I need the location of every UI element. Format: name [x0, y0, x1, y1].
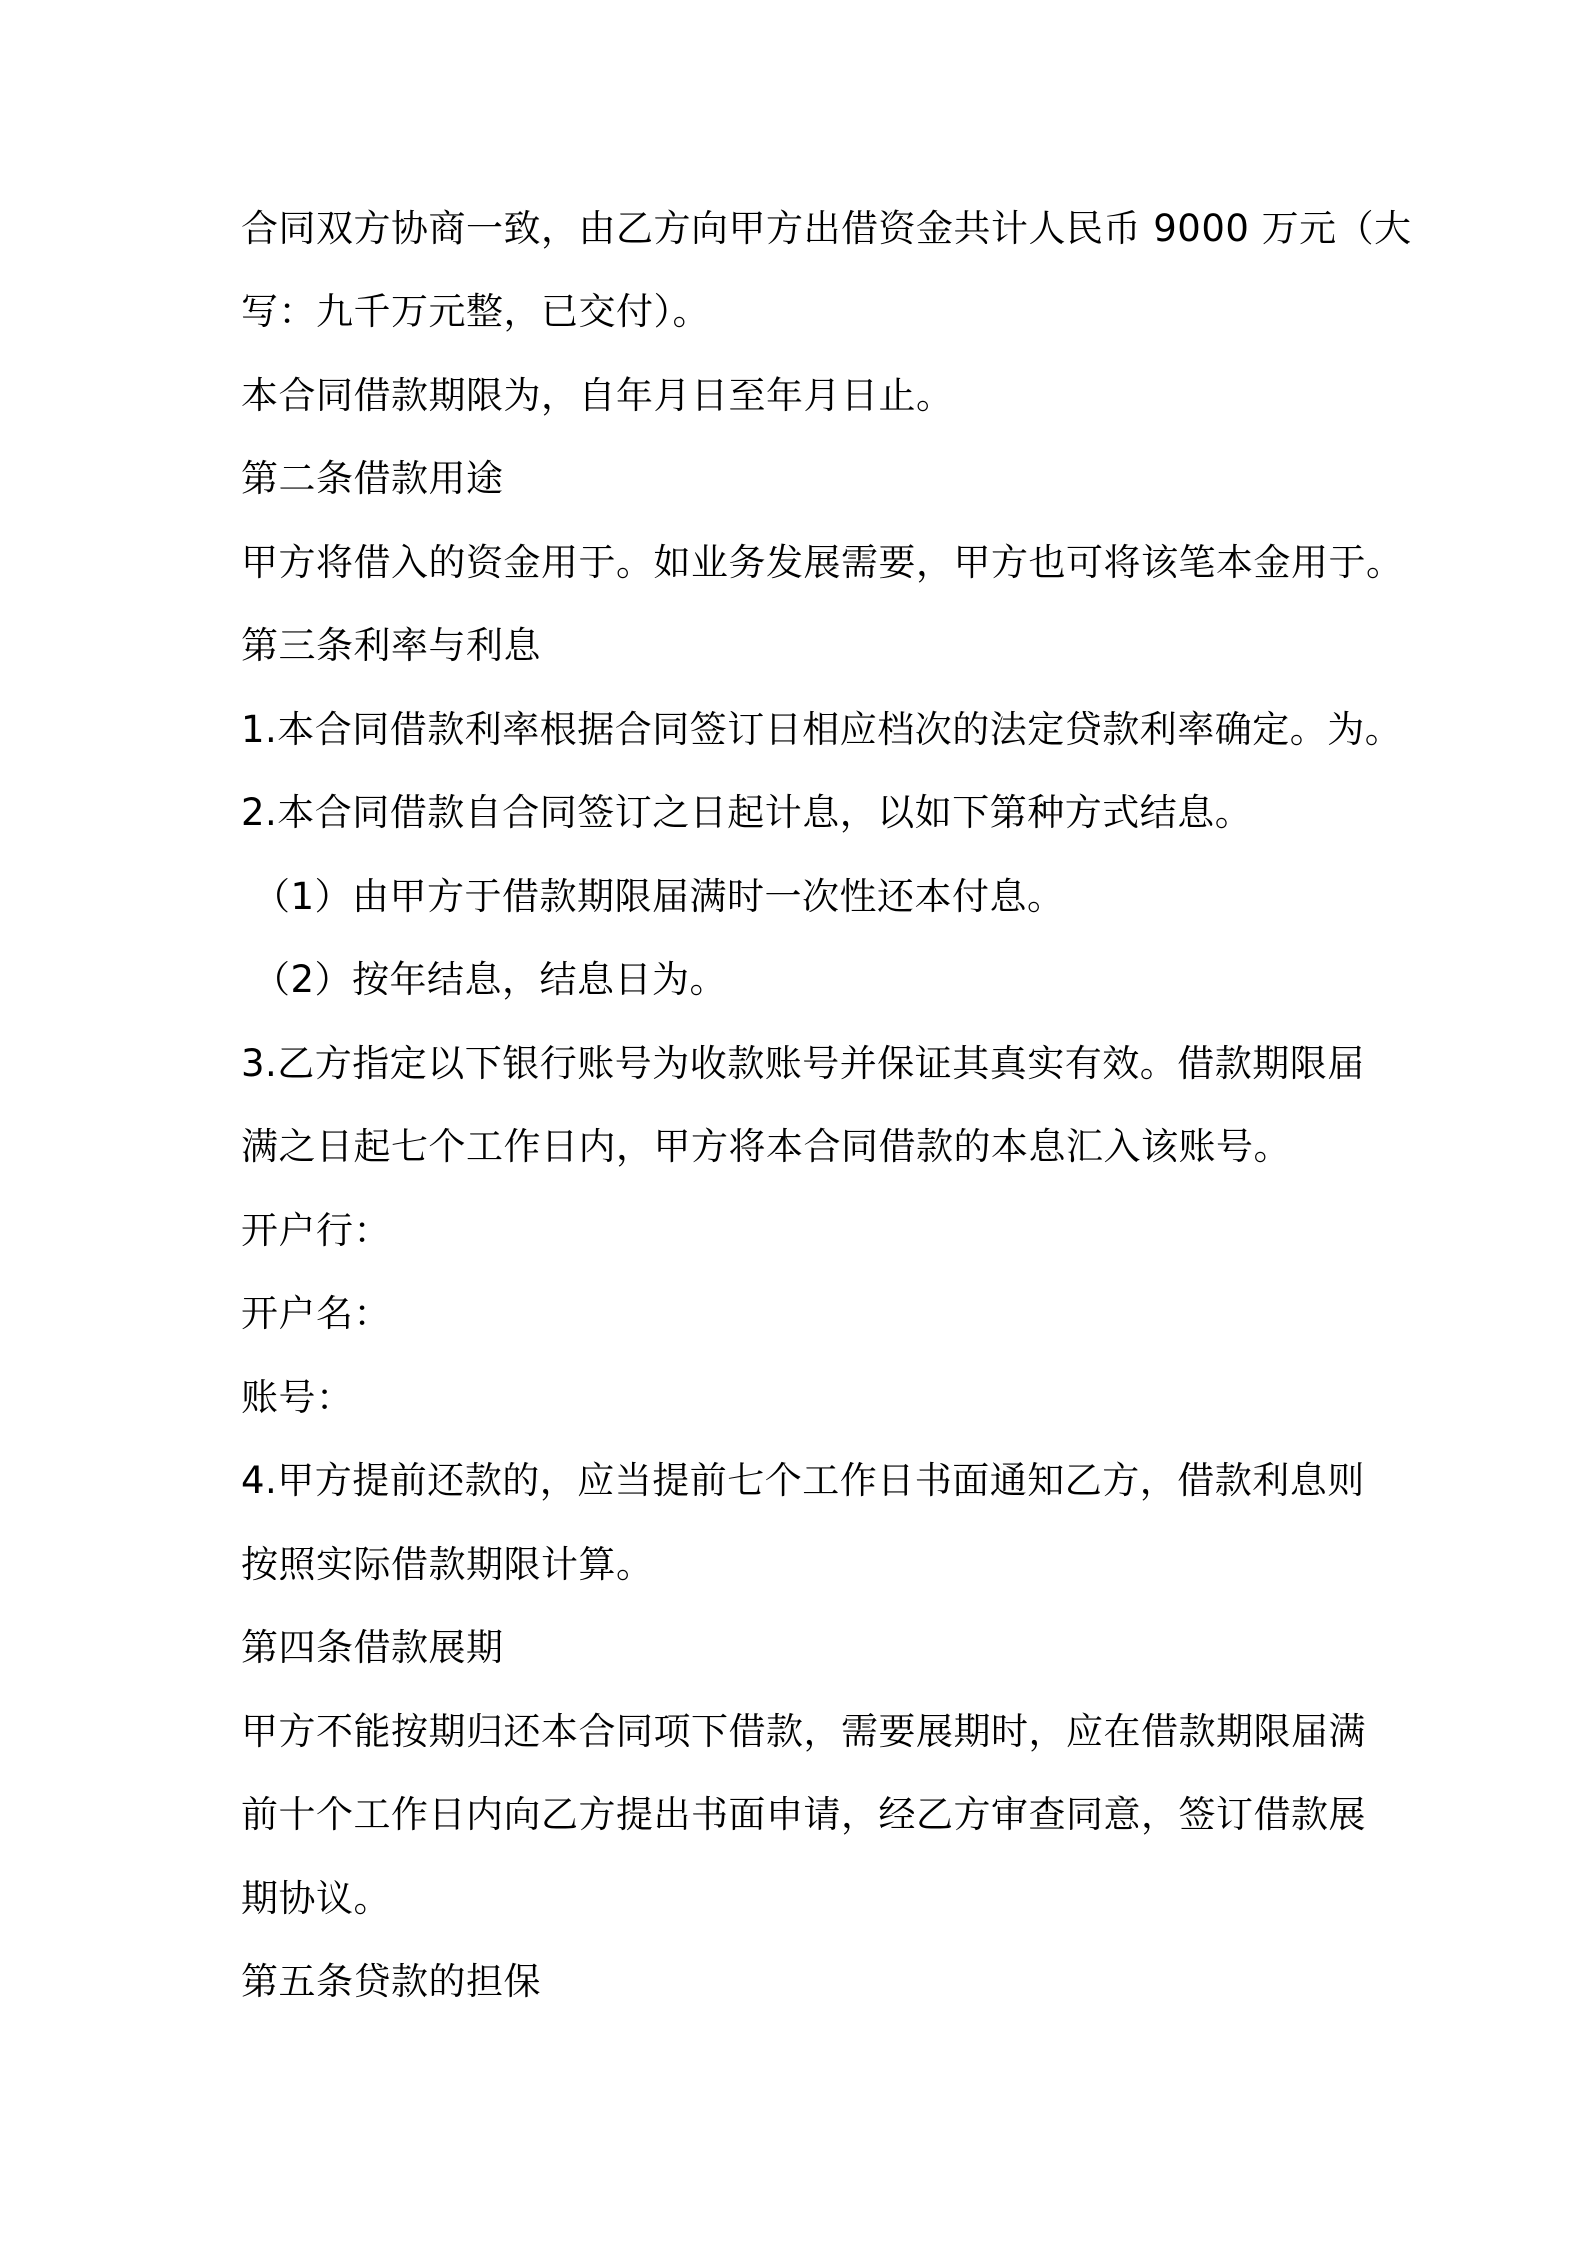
- paragraph-loan-amount-line-2: 写：九千万元整，已交付）。: [241, 290, 710, 333]
- clause-3-3-line-2: 满之日起七个工作日内，甲方将本合同借款的本息汇入该账号。: [241, 1125, 1291, 1168]
- heading-article-2: 第二条借款用途: [241, 457, 504, 500]
- clause-3-2: 2.本合同借款自合同签订之日起计息，以如下第种方式结息。: [241, 791, 1253, 834]
- paragraph-loan-purpose: 甲方将借入的资金用于。如业务发展需要，甲方也可将该笔本金用于。: [241, 541, 1404, 584]
- clause-3-4-line-2: 按照实际借款期限计算。: [241, 1543, 654, 1586]
- heading-article-4: 第四条借款展期: [241, 1626, 504, 1669]
- heading-article-3: 第三条利率与利息: [241, 624, 541, 667]
- field-account-name: 开户名：: [241, 1292, 391, 1335]
- paragraph-loan-amount-line-1: 合同双方协商一致，由乙方向甲方出借资金共计人民币 9000 万元（大: [241, 207, 1412, 250]
- field-bank-name: 开户行：: [241, 1209, 391, 1252]
- clause-3-1: 1.本合同借款利率根据合同签订日相应档次的法定贷款利率确定。为。: [241, 708, 1403, 751]
- clause-3-4-line-1: 4.甲方提前还款的，应当提前七个工作日书面通知乙方，借款利息则: [241, 1459, 1365, 1502]
- paragraph-loan-term: 本合同借款期限为，自年月日至年月日止。: [241, 374, 954, 417]
- clause-3-2-option-1: （1）由甲方于借款期限届满时一次性还本付息。: [253, 875, 1065, 918]
- paragraph-extension-line-2: 前十个工作日内向乙方提出书面申请，经乙方审查同意，签订借款展: [241, 1793, 1366, 1836]
- paragraph-extension-line-3: 期协议。: [241, 1877, 391, 1920]
- paragraph-extension-line-1: 甲方不能按期归还本合同项下借款，需要展期时，应在借款期限届满: [241, 1710, 1366, 1753]
- clause-3-2-option-2: （2）按年结息，结息日为。: [253, 958, 728, 1001]
- heading-article-5: 第五条贷款的担保: [241, 1960, 541, 2003]
- clause-3-3-line-1: 3.乙方指定以下银行账号为收款账号并保证其真实有效。借款期限届: [241, 1042, 1365, 1085]
- field-account-number: 账号：: [241, 1376, 354, 1419]
